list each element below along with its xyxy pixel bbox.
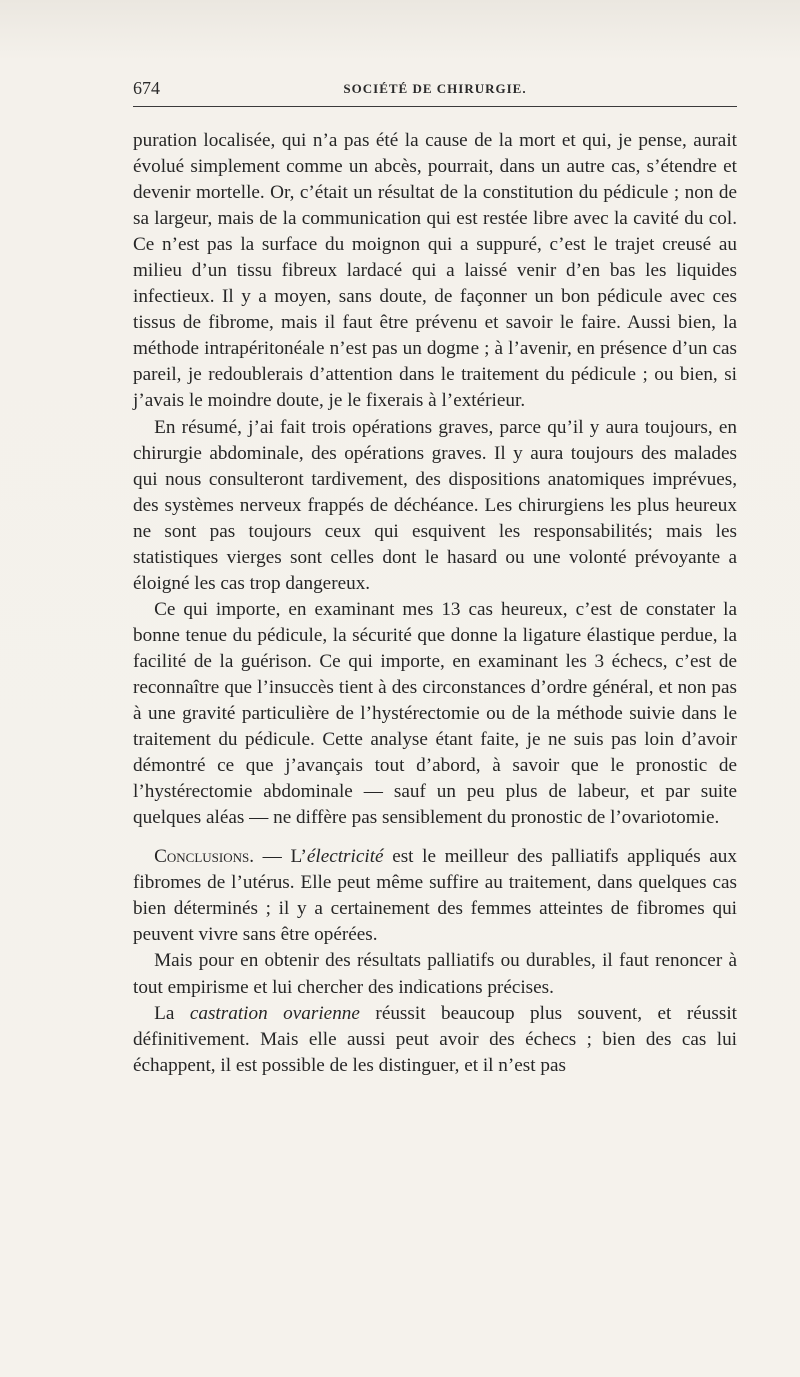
- castration-prefix: La: [154, 1002, 190, 1024]
- conclusions-prefix: L’: [290, 846, 307, 868]
- paragraph-palliatifs: Mais pour en obtenir des résultats palliatifs ou durables, il faut renoncer à tout empirisme et lui chercher des indications précises.: [133, 950, 737, 998]
- conclusions-label: Conclusions.: [154, 846, 255, 868]
- term-castration-ovarienne: castration ovarienne: [189, 1002, 360, 1024]
- page-header: [133, 78, 737, 104]
- paragraph-conclusions: [133, 844, 737, 948]
- body-text: [133, 128, 737, 1079]
- castration-text: réussit beaucoup plus souvent, et réussit définitivement. Mais elle aussi peut avoir des échecs ; bien des cas lui échappent, il est possible de les distinguer, et il n’est pas: [133, 1002, 737, 1076]
- paragraph-castration: [133, 1001, 737, 1079]
- paragraph-importance: Ce qui importe, en examinant mes 13 cas heureux, c’est de constater la bonne tenue du pédicule, la sécurité que donne la ligature élastique perdue, la facilité de la guérison. Ce qui importe, en examinant les 3 échecs, c’est de reconnaître que l’insuccès tient à des circonstances d’ordre général, et non pas à une gravité particulière de l’hystérectomie ou de la méthode suivie dans le traitement du pédicule. Cette analyse étant faite, je ne suis pas loin d’avoir démontré ce que j’avançais tout d’abord, à savoir que le pronostic de l’hystérectomie abdominale — sauf un peu plus de labeur, et par suite quelques aléas — ne diffère pas sensiblement du pronostic de l’ovariotomie.: [133, 598, 737, 829]
- paragraph-continuation: puration localisée, qui n’a pas été la cause de la mort et qui, je pense, aurait évolué simplement comme un abcès, pourrait, dans un autre cas, s’étendre et devenir mortelle. Or, c’était un résultat de la constitution du pédicule ; non de sa largeur, mais de la communication qui est restée libre avec la cavité du col. Ce n’est pas la surface du moignon qui a suppuré, c’est le trajet creusé au milieu d’un tissu fibreux lardacé qui a laissé venir d’en bas les liquides infectieux. Il y a moyen, sans doute, de façonner un bon pédicule avec ces tissus de fibrome, mais il faut être prévenu et savoir le faire. Aussi bien, la méthode intrapéritonéale n’est pas un dogme ; à l’avenir, en présence d’un cas pareil, je redoublerais d’attention dans le traitement du pédicule ; ou bien, si j’avais le moindre doute, je le fixerais à l’extérieur.: [133, 130, 737, 412]
- running-title: SOCIÉTÉ DE CHIRURGIE.: [343, 81, 527, 96]
- header-rule: [133, 106, 737, 107]
- term-electricite: électricité: [306, 846, 384, 868]
- page-number: 674: [133, 78, 160, 98]
- conclusions-text: est le meilleur des palliatifs appliqués aux fibromes de l’utérus. Elle peut même suffire au traitement, dans quelques cas bien déterminés ; il y a certainement des femmes atteintes de fibromes qui peuvent vivre sans être opérées.: [133, 846, 737, 946]
- paragraph-resume: En résumé, j’ai fait trois opérations graves, parce qu’il y aura toujours, en chirurgie abdominale, des opérations graves. Il y aura toujours des malades qui nous consulteront tardivement, des dispositions anatomiques imprévues, des systèmes nerveux frappés de déchéance. Les chirurgiens les plus heureux ne sont pas toujours ceux qui esquivent les responsabilités; mais les statistiques vierges sont celles dont le hasard ou une volonté prévoyante a éloigné les cas trop dangereux.: [133, 416, 737, 594]
- conclusions-dash: —: [254, 846, 291, 868]
